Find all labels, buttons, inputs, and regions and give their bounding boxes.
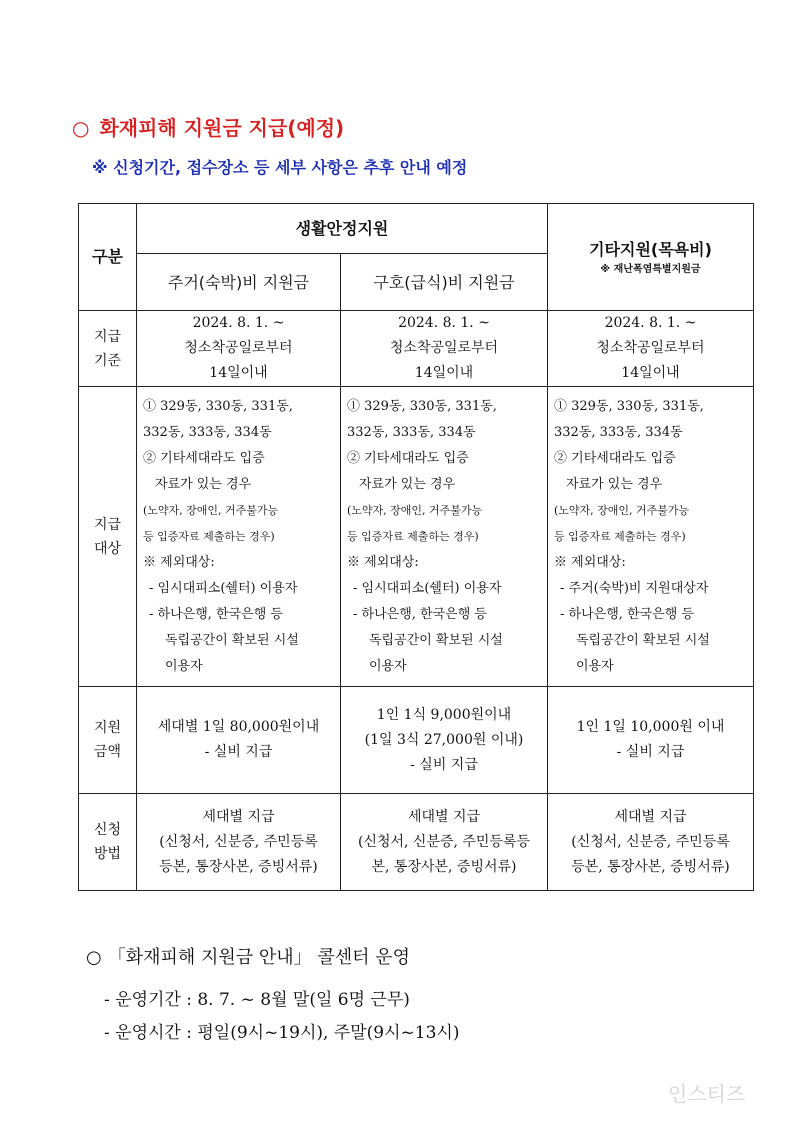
table-row [79, 204, 754, 254]
category-header: 구분 [79, 204, 137, 311]
relief-header: 구호(급식)비 지원금 [341, 254, 548, 311]
callcenter-heading [86, 943, 410, 969]
basis-cell: 2024. 8. 1. ~ 청소착공일로부터 14일이내 [548, 311, 754, 387]
housing-header: 주거(숙박)비 지원금 [137, 254, 341, 311]
circle-bullet-icon: ○ [72, 116, 90, 140]
basis-label: 지급 기준 [79, 311, 137, 387]
table-row [79, 687, 754, 794]
target-label: 지급 대상 [79, 387, 137, 687]
callcenter-period: - 운영기간 : 8. 7. ~ 8월 말(일 6명 근무) [104, 990, 410, 1010]
method-label: 신청 방법 [79, 794, 137, 891]
callcenter-hours: - 운영시간 : 평일(9시~19시), 주말(9시~13시) [104, 1023, 460, 1043]
table-row [79, 387, 754, 687]
support-table [78, 203, 754, 891]
amount-cell: 세대별 1일 80,000원이내 - 실비 지급 [137, 687, 341, 794]
target-cell: ① 329동, 330동, 331동, 332동, 333동, 334동 ② 기타세대라도 입증 자료가 있는 경우 (노약자, 장애인, 거주불가능 등 입증자료 제출하는 경우) ※ 제외대상: - 임시대피소(쉘터) 이용자 - 하나은행, 한국은행 등 독립공간이 확보된 시설 이용자 [341, 387, 548, 687]
target-cell: ① 329동, 330동, 331동, 332동, 333동, 334동 ② 기타세대라도 입증 자료가 있는 경우 (노약자, 장애인, 거주불가능 등 입증자료 제출하는 경우) ※ 제외대상: - 임시대피소(쉘터) 이용자 - 하나은행, 한국은행 등 독립공간이 확보된 시설 이용자 [137, 387, 341, 687]
section-heading [72, 112, 344, 141]
basis-cell: 2024. 8. 1. ~ 청소착공일로부터 14일이내 [341, 311, 548, 387]
amount-label: 지원 금액 [79, 687, 137, 794]
amount-cell: 1인 1일 10,000원 이내 - 실비 지급 [548, 687, 754, 794]
target-cell: ① 329동, 330동, 331동, 332동, 333동, 334동 ② 기타세대라도 입증 자료가 있는 경우 (노약자, 장애인, 거주불가능 등 입증자료 제출하는 경우) ※ 제외대상: - 주거(숙박)비 지원대상자 - 하나은행, 한국은행 등 독립공간이 확보된 시설 이용자 [548, 387, 754, 687]
heading-text: 화재피해 지원금 지급(예정) [99, 116, 345, 140]
watermark: 인스티즈 [668, 1082, 746, 1106]
other-support-title: 기타지원(목욕비) [589, 239, 712, 259]
other-support-note: ※ 재난폭염특별지원금 [600, 263, 701, 275]
table-row [79, 311, 754, 387]
other-support-header [548, 204, 754, 311]
group-header: 생활안정지원 [137, 204, 548, 254]
basis-cell: 2024. 8. 1. ~ 청소착공일로부터 14일이내 [137, 311, 341, 387]
method-cell: 세대별 지급 (신청서, 신분증, 주민등록 등본, 통장사본, 증빙서류) [137, 794, 341, 891]
table-row [79, 794, 754, 891]
method-cell: 세대별 지급 (신청서, 신분증, 주민등록등 본, 통장사본, 증빙서류) [341, 794, 548, 891]
notice-text: ※ 신청기간, 접수장소 등 세부 사항은 추후 안내 예정 [92, 158, 468, 177]
amount-cell: 1인 1식 9,000원이내 (1일 3식 27,000원 이내) - 실비 지급 [341, 687, 548, 794]
method-cell: 세대별 지급 (신청서, 신분증, 주민등록 등본, 통장사본, 증빙서류) [548, 794, 754, 891]
callcenter-title: 「화재피해 지원금 안내」 콜센터 운영 [107, 947, 411, 968]
circle-bullet-icon: ○ [86, 947, 102, 968]
